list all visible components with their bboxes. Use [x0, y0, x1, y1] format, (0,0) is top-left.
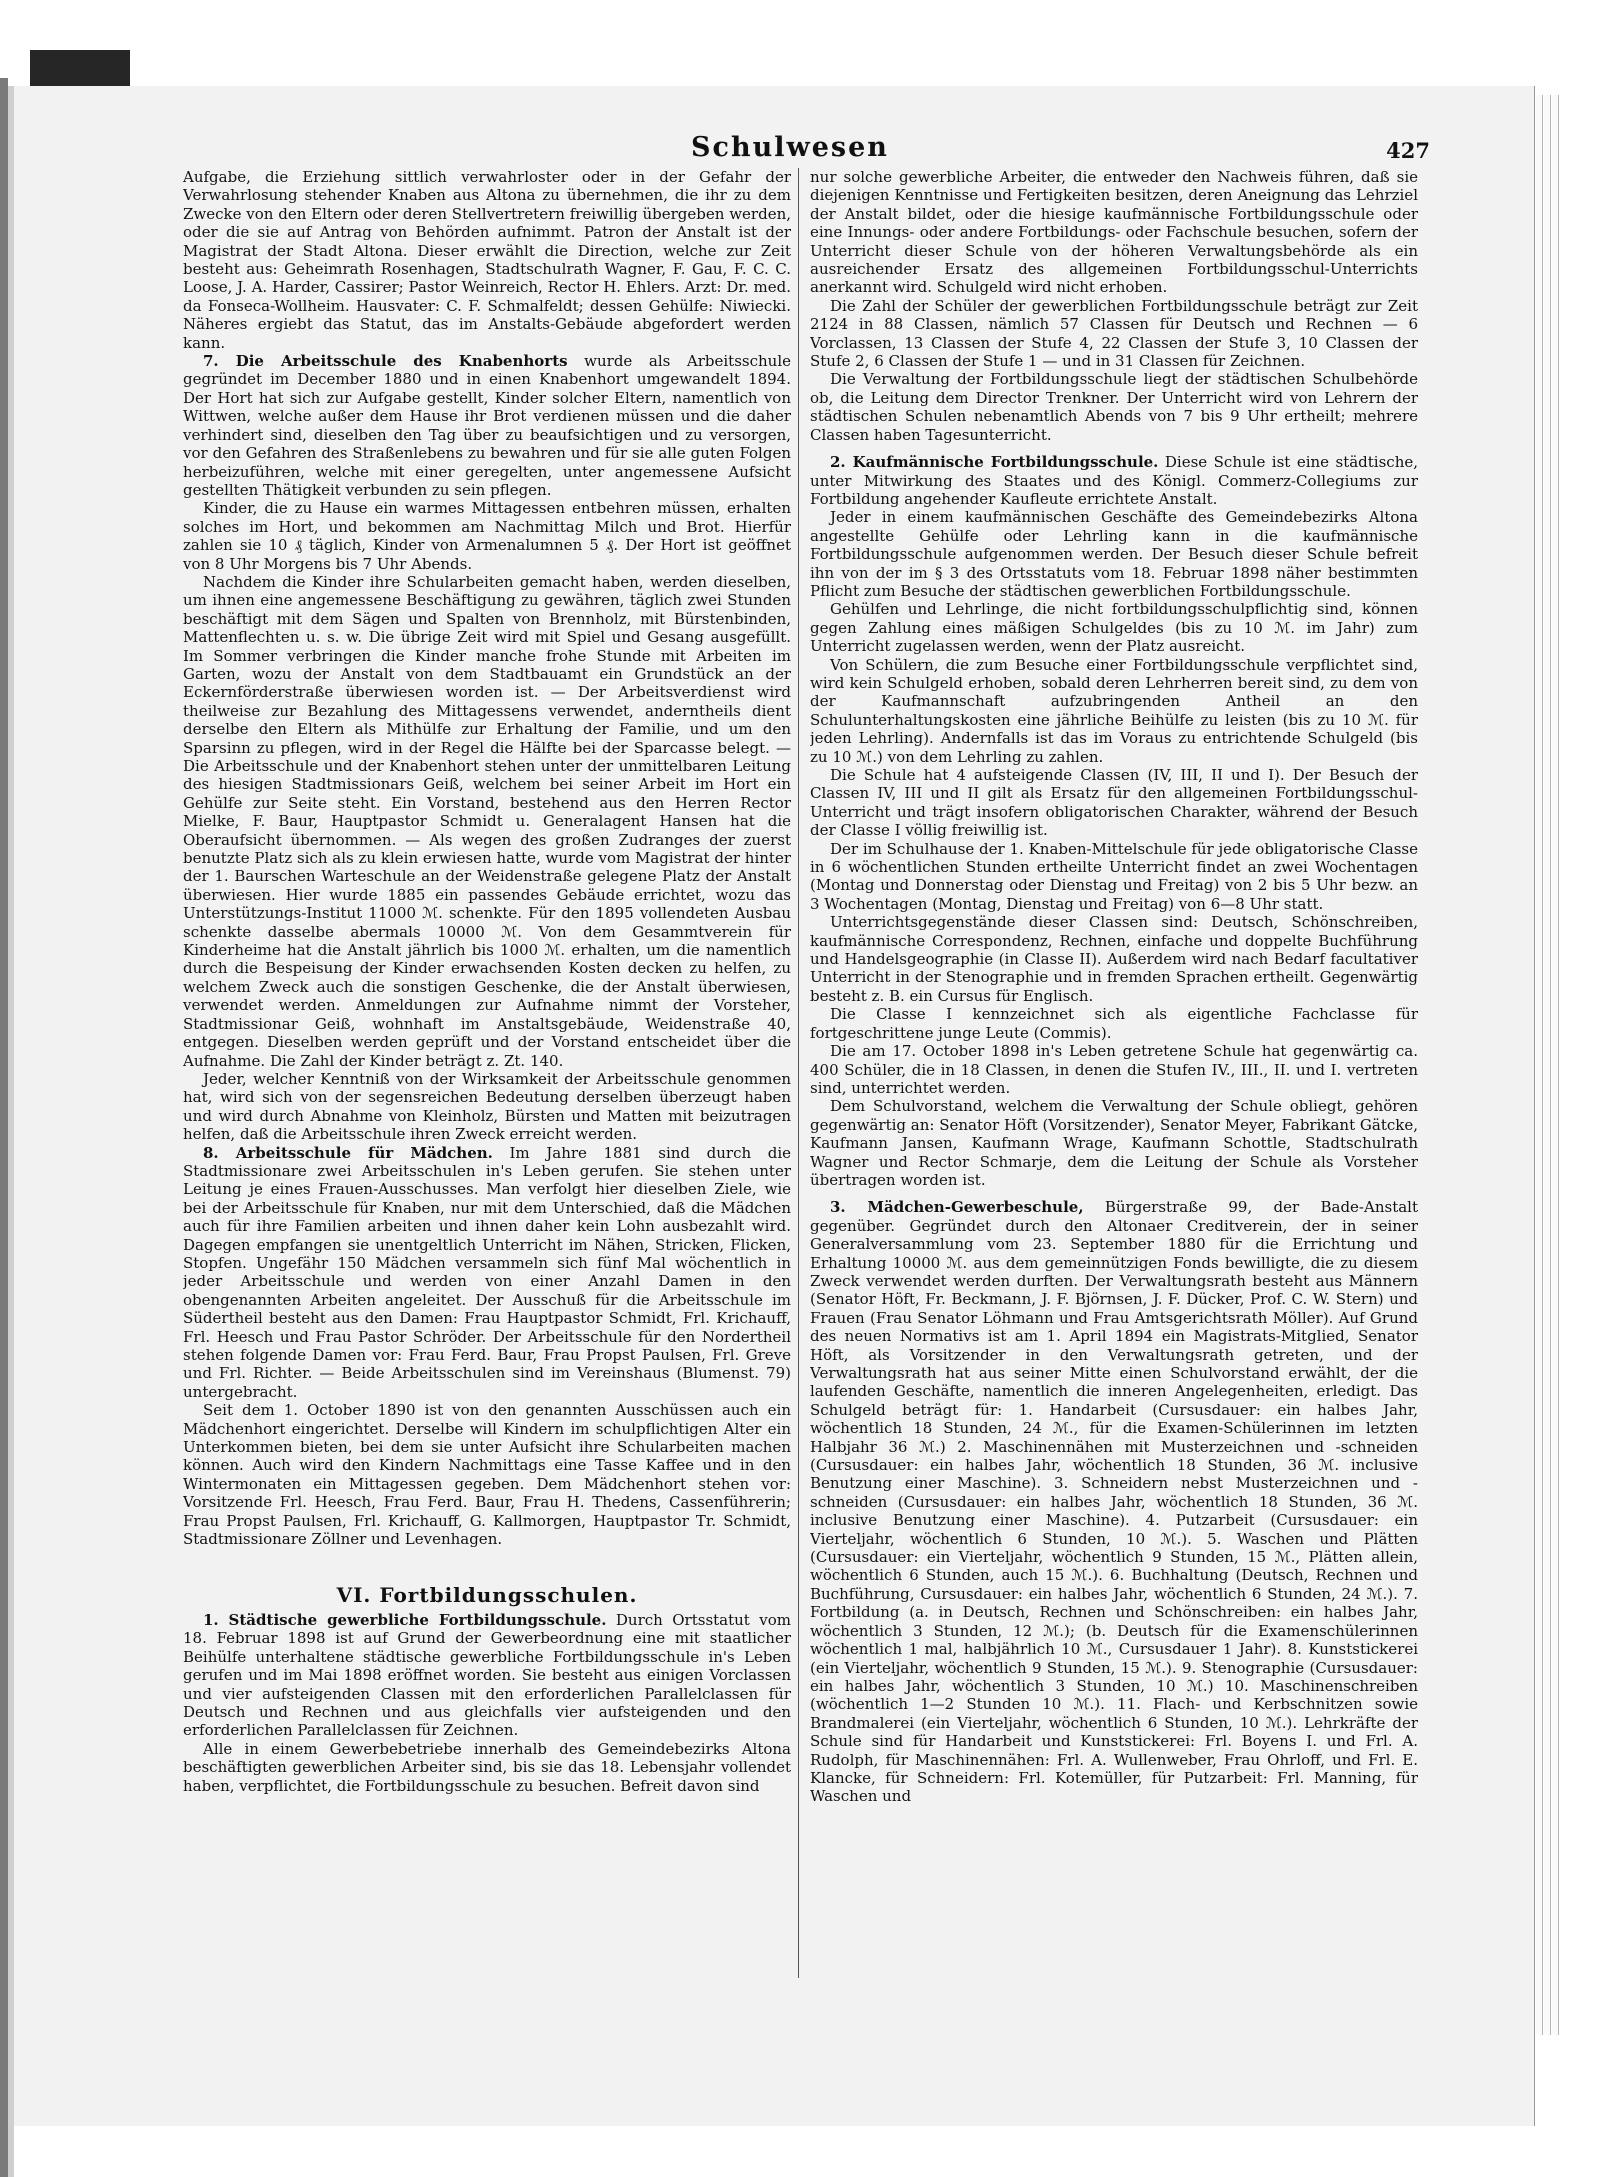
paragraph: Die Classe I kennzeichnet sich als eigentliche Fachclasse für fortgeschrittene junge Leute (Commis).	[810, 1005, 1418, 1042]
paragraph-title: 2. Kaufmännische Fortbildungsschule.	[830, 453, 1159, 472]
paragraph: Die am 17. October 1898 in's Leben getretene Schule hat gegenwärtig ca. 400 Schüler, die in 18 Classen, in denen die Stufen IV., III., II. und I. vertreten sind, unterrichtet werden.	[810, 1042, 1418, 1097]
paragraph: Jeder in einem kaufmännischen Geschäfte des Gemeindebezirks Altona angestellte Gehülfe oder Lehrling kann in die kaufmännische Fortbildungsschule aufgenommen werden. Der Besuch dieser Schule befreit ihn von der im § 3 des Ortsstatuts vom 18. Februar 1898 näher bestimmten Pflicht zum Besuche der städtischen gewerblichen Fortbildungsschule.	[810, 508, 1418, 600]
paragraph	[810, 1198, 1418, 1805]
page-edge-2	[1544, 95, 1551, 2035]
left-column	[183, 168, 791, 1988]
paragraph: Seit dem 1. October 1890 ist von den genannten Ausschüssen auch ein Mädchenhort eingerichtet. Derselbe will Kindern im schulpflichtigen Alter ein Unterkommen bieten, bei dem sie unter Aufsicht ihre Schularbeiten machen können. Auch wird den Kindern Nachmittags eine Tasse Kaffee und in den Wintermonaten ein Mittagessen gegeben. Dem Mädchenhort stehen vor: Vorsitzende Frl. Heesch, Frau Ferd. Baur, Frau H. Thedens, Cassenführerin; Frau Propst Paulsen, Frl. Krichauff, G. Kallmorgen, Hauptpastor Tr. Schmidt, Stadtmissionare Zöllner und Levenhagen.	[183, 1401, 791, 1549]
paragraph	[183, 1611, 791, 1740]
section-heading: VI. Fortbildungsschulen.	[336, 1583, 638, 1608]
paragraph: Dem Schulvorstand, welchem die Verwaltung der Schule obliegt, gehören gegenwärtig an: Senator Höft (Vorsitzender), Senator Meyer, Fabrikant Gätcke, Kaufmann Jansen, Kaufmann Wrage, Kaufmann Schottle, Stadtschulrath Wagner und Rector Schmarje, dem die Leitung der Schule als Vorsteher übertragen worden ist.	[810, 1097, 1418, 1189]
paragraph-text: Durch Ortsstatut vom 18. Februar 1898 ist auf Grund der Gewerbeordnung eine mit staatlicher Beihülfe unterhaltene städtische gewerbliche Fortbildungsschule in's Leben gerufen und im Mai 1898 eröffnet worden. Sie besteht aus einigen Vorclassen und vier aufsteigenden Classen mit den erforderlichen Parallelclassen für Deutsch und Rechnen und aus gleichfalls vier aufsteigenden und den erforderlichen Parallelclassen für Zeichnen.	[183, 1610, 791, 1740]
paragraph-text: Im Jahre 1881 sind durch die Stadtmissionare zwei Arbeitsschulen in's Leben gerufen. Sie stehen unter Leitung je eines Frauen-Ausschusses. Man verfolgt hier dieselben Ziele, wie bei der Arbeitsschule für Knaben, nur mit dem Unterschied, daß die Mädchen auch für ihre Familien arbeiten und ihnen daher kein Lohn ausbezahlt wird. Dagegen empfangen sie unentgeltlich Unterricht im Nähen, Stricken, Flicken, Stopfen. Ungefähr 150 Mädchen versammeln sich fünf Mal wöchentlich in jeder Arbeitsschule und werden von einer Anzahl Damen in den obengenannten Arbeiten angeleitet. Der Ausschuß für die Arbeitsschule im Südertheil besteht aus den Damen: Frau Hauptpastor Schmidt, Frl. Krichauff, Frl. Heesch und Frau Pastor Schröder. Der Arbeitsschule für den Nordertheil stehen folgende Damen vor: Frau Ferd. Baur, Frau Propst Paulsen, Frl. Greve und Frl. Richter. — Beide Arbeitsschulen sind im Vereinshaus (Blumenst. 79) untergebracht.	[183, 1143, 791, 1401]
paragraph: Aufgabe, die Erziehung sittlich verwahrloster oder in der Gefahr der Verwahrlosung stehender Knaben aus Altona zu übernehmen, die ihr zu dem Zwecke von den Eltern oder deren Stellvertretern freiwillig übergeben werden, oder die sie auf Antrag von Behörden aufnimmt. Patron der Anstalt ist der Magistrat der Stadt Altona. Dieser erwählt die Direction, welche zur Zeit besteht aus: Geheimrath Rosenhagen, Stadtschulrath Wagner, F. Gau, F. C. C. Loose, J. A. Harder, Cassirer; Pastor Weinreich, Rector H. Ehlers. Arzt: Dr. med. da Fonseca-Wollheim. Hausvater: C. F. Schmalfeldt; dessen Gehülfe: Niwiecki. Näheres ergiebt das Statut, das im Anstalts-Gebäude abgefordert werden kann.	[183, 168, 791, 352]
paragraph: Nachdem die Kinder ihre Schularbeiten gemacht haben, werden dieselben, um ihnen eine angemessene Beschäftigung zu gewähren, täglich zwei Stunden beschäftigt mit dem Sägen und Spalten von Brennholz, mit Bürstenbinden, Mattenflechten u. s. w. Die übrige Zeit wird mit Spiel und Gesang ausgefüllt. Im Sommer verbringen die Kinder manche frohe Stunde mit Arbeiten im Garten, wozu der Anstalt von dem Stadtbauamt ein Grundstück an der Eckernförderstraße überwiesen worden ist. — Der Arbeitsverdienst wird theilweise zur Bezahlung des Mittagessens verwendet, anderntheils dient derselbe den Eltern als Mithülfe zur Erhaltung der Familie, und um den Sparsinn zu pflegen, wird in der Regel die Hälfte bei der Sparcasse belegt. — Die Arbeitsschule und der Knabenhort stehen unter der unmittelbaren Leitung des hiesigen Stadtmissionars Geiß, welchem bei seiner Arbeit im Hort ein Gehülfe zur Seite steht. Ein Vorstand, bestehend aus den Herren Rector Mielke, F. Baur, Hauptpastor Schmidt u. Generalagent Hansen hat die Oberaufsicht übernommen. — Als wegen des großen Zudranges der zuerst benutzte Platz sich als zu klein erwiesen hatte, wurde vom Magistrat der hinter der 1. Baurschen Warteschule an der Weidenstraße gelegene Platz der Anstalt überwiesen. Hier wurde 1885 ein passendes Gebäude errichtet, wozu das Unterstützungs-Institut 11000 ℳ. schenkte. Für den 1895 vollendeten Ausbau schenkte dasselbe abermals 10000 ℳ. Von dem Gesammtverein für Kinderheime hat die Anstalt jährlich bis 1000 ℳ. erhalten, um die namentlich durch die Bespeisung der Kinder erwachsenden Kosten decken zu helfen, zu welchem Zweck auch die sonstigen Geschenke, die der Anstalt überwiesen, verwendet werden. Anmeldungen zur Aufnahme nimmt der Vorsteher, Stadtmissionar Geiß, wohnhaft im Anstaltsgebäude, Weidenstraße 40, entgegen. Dieselben werden geprüft und der Vorstand entscheidet über die Aufnahme. Die Zahl der Kinder beträgt z. Zt. 140.	[183, 572, 791, 1070]
paragraph-text: Diese Schule ist eine städtische, unter Mitwirkung des Staates und des Königl. Commerz-Collegiums zur Fortbildung angehender Kaufleute errichtete Anstalt.	[810, 453, 1418, 508]
paragraph-text: wurde als Arbeitsschule gegründet im December 1880 und in einen Knabenhort umgewandelt 1894. Der Hort hat sich zur Aufgabe gestellt, Kinder solcher Eltern, namentlich von Wittwen, welche außer dem Hause ihr Brot verdienen müssen und die daher verhindert sind, dieselben den Tag über zu beaufsichtigen und zu versorgen, vor den Gefahren des Straßenlebens zu bewahren und für sie alle guten Folgen herbeizuführen, welche mit einer geregelten, unter angemessene Aufsicht gestellten Thätigkeit verbunden zu sein pflegen.	[183, 352, 791, 499]
paragraph: Unterrichtsgegenstände dieser Classen sind: Deutsch, Schönschreiben, kaufmännische Correspondenz, Rechnen, einfache und doppelte Buchführung und Handelsgeographie (in Classe II). Außerdem wird nach Bedarf facultativer Unterricht in der Stenographie und in fremden Sprachen ertheilt. Gegenwärtig besteht z. B. ein Cursus für Englisch.	[810, 913, 1418, 1005]
paragraph: Von Schülern, die zum Besuche einer Fortbildungsschule verpflichtet sind, wird kein Schulgeld erhoben, sobald deren Lehrherren bereit sind, zu dem von der Kaufmannschaft aufzubringenden Antheil an den Schulunterhaltungskosten eine jährliche Beihülfe zu leisten (bis zu 10 ℳ. für jeden Lehrling). Andernfalls ist das im Voraus zu entrichtende Schulgeld (bis zu 10 ℳ.) von dem Lehrling zu zahlen.	[810, 655, 1418, 766]
paragraph-title: 7. Die Arbeitsschule des Knabenhorts	[203, 352, 568, 371]
paragraph: Der im Schulhause der 1. Knaben-Mittelschule für jede obligatorische Classe in 6 wöchentlichen Stunden ertheilte Unterricht findet an zwei Wochentagen (Montag und Donnerstag oder Dienstag und Freitag) von 2 bis 5 Uhr bezw. an 3 Wochentagen (Montag, Dienstag und Freitag) von 6—8 Uhr statt.	[810, 839, 1418, 913]
paragraph: Die Verwaltung der Fortbildungsschule liegt der städtischen Schulbehörde ob, die Leitung dem Director Trenkner. Der Unterricht wird von Lehrern der städtischen Schulen nebenamtlich Abends von 7 bis 9 Uhr ertheilt; mehrere Classen haben Tagesunterricht.	[810, 370, 1418, 444]
paragraph	[810, 453, 1418, 508]
page-number: 427	[1386, 138, 1430, 163]
right-column	[810, 168, 1418, 1983]
paragraph-text: Bürgerstraße 99, der Bade-Anstalt gegenüber. Gegründet durch den Altonaer Creditverein, der in seiner Generalversammlung vom 23. September 1880 für die Errichtung und Erhaltung 10000 ℳ. aus dem gemeinnützigen Fonds bewilligte, die zu diesem Zweck verwendet werden durften. Der Verwaltungsrath besteht aus Männern (Senator Höft, Fr. Beckmann, J. F. Björnsen, J. F. Dücker, Prof. C. W. Stern) und Frauen (Frau Senator Löhmann und Frau Amtsgerichtsrath Möller). Auf Grund des neuen Normativs ist am 1. April 1894 ein Magistrats-Mitglied, Senator Höft, als Vorsitzender in den Verwaltungsrath getreten, und der Verwaltungsrath hat aus seiner Mitte einen Schulvorstand erwählt, der die laufenden Geschäfte, namentlich die inneren Angelegenheiten, erledigt. Das Schulgeld beträgt für: 1. Handarbeit (Cursusdauer: ein halbes Jahr, wöchentlich 18 Stunden, 24 ℳ., für die Examen-Schülerinnen im letzten Halbjahr 36 ℳ.) 2. Maschinennähen mit Musterzeichnen und -schneiden (Cursusdauer: ein halbes Jahr, wöchentlich 18 Stunden, 36 ℳ. inclusive Benutzung einer Maschine). 3. Schneidern nebst Musterzeichnen und -schneiden (Cursusdauer: ein halbes Jahr, wöchentlich 18 Stunden, 36 ℳ. inclusive Benutzung einer Maschine). 4. Putzarbeit (Cursusdauer: ein Vierteljahr, wöchentlich 6 Stunden, 10 ℳ.). 5. Waschen und Plätten (Cursusdauer: ein Vierteljahr, wöchentlich 9 Stunden, 15 ℳ., Plätten allein, wöchentlich 6 Stunden, auch 15 ℳ.). 6. Buchhaltung (Deutsch, Rechnen und Buchführung, Cursusdauer: ein halbes Jahr, wöchentlich 6 Stunden, 24 ℳ.). 7. Fortbildung (a. in Deutsch, Rechnen und Schönschreiben: ein halbes Jahr, wöchentlich 3 Stunden, 12 ℳ.); (b. Deutsch für die Examenschülerinnen wöchentlich 1 mal, halbjährlich 10 ℳ., Cursusdauer 1 Jahr). 8. Kunststickerei (ein Vierteljahr, wöchentlich 9 Stunden, 15 ℳ.). 9. Stenographie (Cursusdauer: ein halbes Jahr, wöchentlich 3 Stunden, 10 ℳ.) 10. Maschinenschreiben (wöchentlich 1—2 Stunden 10 ℳ.). 11. Flach- und Kerbschnitzen sowie Brandmalerei (ein Vierteljahr, wöchentlich 6 Stunden, 10 ℳ.). Lehrkräfte der Schule sind für Handarbeit und Kunststickerei: Frl. Boyens I. und Frl. A. Rudolph, für Maschinennähen: Frl. A. Wullenweber, Frau Ohrloff, und Frl. E. Klancke, für Schneidern: Frl. Kotemüller, für Putzarbeit: Frl. Manning, für Waschen und	[810, 1198, 1418, 1806]
paragraph: Gehülfen und Lehrlinge, die nicht fortbildungsschulpflichtig sind, können gegen Zahlung eines mäßigen Schulgeldes (bis zu 10 ℳ. im Jahr) zum Unterricht zugelassen werden, wenn der Platz ausreicht.	[810, 600, 1418, 656]
paragraph: Die Schule hat 4 aufsteigende Classen (IV, III, II und I). Der Besuch der Classen IV, III und II gilt als Ersatz für den allgemeinen Fortbildungsschul-Unterricht und trägt insofern obligatorischen Charakter, während der Besuch der Classe I völlig freiwillig ist.	[810, 766, 1418, 840]
page-edge-1	[1536, 95, 1543, 2035]
paragraph: Die Zahl der Schüler der gewerblichen Fortbildungsschule beträgt zur Zeit 2124 in 88 Classen, nämlich 57 Classen für Deutsch und Rechnen — 6 Vorclassen, 13 Classen der Stufe 4, 22 Classen der Stufe 3, 10 Classen der Stufe 2, 6 Classen der Stufe 1 — und in 31 Classen für Zeichnen.	[810, 296, 1418, 371]
paragraph-title: 1. Städtische gewerbliche Fortbildungsschule.	[203, 1610, 607, 1629]
paragraph-title: 3. Mädchen-Gewerbeschule,	[830, 1198, 1084, 1217]
running-title: Schulwesen	[691, 132, 889, 163]
paragraph-title: 8. Arbeitsschule für Mädchen.	[203, 1143, 493, 1162]
page-edge-3	[1552, 95, 1559, 2035]
paragraph: Jeder, welcher Kenntniß von der Wirksamkeit der Arbeitsschule genommen hat, wird sich von der segensreichen Bedeutung derselben überzeugt haben und wird durch Abnahme von Kleinholz, Bürsten und Matten mit beizutragen helfen, daß die Arbeitsschule ihren Zweck erreicht werden.	[183, 1069, 791, 1144]
scan-edge-left	[0, 78, 8, 2177]
paragraph: Kinder, die zu Hause ein warmes Mittagessen entbehren müssen, erhalten solches im Hort, und bekommen am Nachmittag Milch und Brot. Hierfür zahlen sie 10 ₰ täglich, Kinder von Armenalumnen 5 ₰. Der Hort ist geöffnet von 8 Uhr Morgens bis 7 Uhr Abends.	[183, 499, 791, 573]
paragraph	[183, 352, 791, 499]
paragraph	[183, 1144, 791, 1402]
column-divider	[798, 168, 799, 1978]
paragraph: Alle in einem Gewerbebetriebe innerhalb des Gemeindebezirks Altona beschäftigten gewerblichen Arbeiter sind, bis sie das 18. Lebensjahr vollendet haben, verpflichtet, die Fortbildungsschule zu besuchen. Befreit davon sind	[183, 1739, 791, 1795]
paragraph: nur solche gewerbliche Arbeiter, die entweder den Nachweis führen, daß sie diejenigen Kenntnisse und Fertigkeiten besitzen, deren Aneignung das Lehrziel der Anstalt bildet, oder die hiesige kaufmännische Fortbildungsschule oder eine Innungs- oder andere Fortbildungs- oder Fachschule besuchen, sofern der Unterricht dieser Schule von der höheren Verwaltungsbehörde als ein ausreichender Ersatz des allgemeinen Fortbildungsschul-Unterrichts anerkannt wird. Schulgeld wird nicht erhoben.	[810, 168, 1418, 297]
